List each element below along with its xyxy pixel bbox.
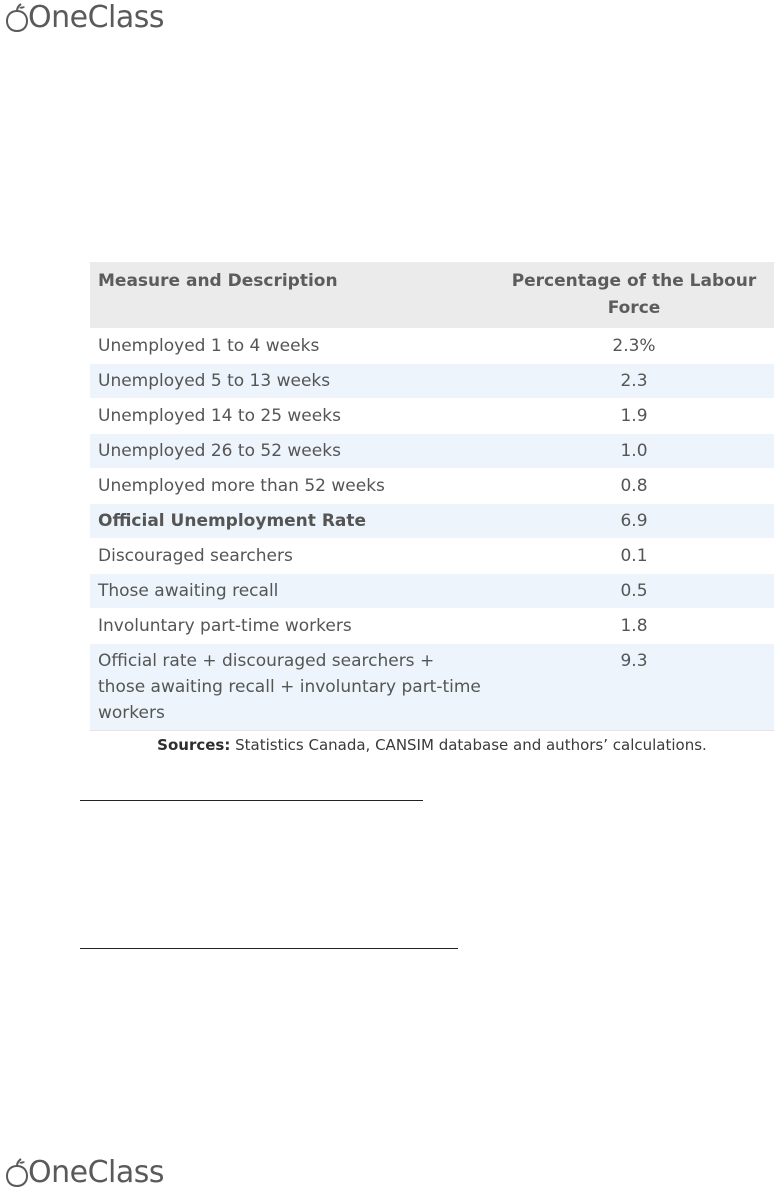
table-header-row (90, 262, 774, 329)
sources-label: Sources: (157, 736, 231, 754)
row-value: 1.8 (494, 609, 774, 644)
row-label: Unemployed more than 52 weeks (90, 469, 494, 504)
answer-line (80, 800, 423, 801)
row-value: 1.9 (494, 399, 774, 434)
row-label: Unemployed 5 to 13 weeks (90, 364, 494, 399)
row-value: 0.8 (494, 469, 774, 504)
table-row (90, 399, 774, 434)
labour-force-table (90, 262, 774, 731)
table-row (90, 574, 774, 609)
row-value: 2.3 (494, 364, 774, 399)
table-row (90, 434, 774, 469)
sources-note (90, 736, 774, 754)
oneclass-logo-header (4, 0, 165, 35)
oneclass-logo-footer (4, 1155, 165, 1190)
row-label: Involuntary part-time workers (90, 609, 494, 644)
answer-line (80, 948, 458, 949)
row-label: Official rate + discouraged searchers + those awaiting recall + involuntary part-time workers (90, 644, 494, 731)
row-value: 0.1 (494, 539, 774, 574)
row-label: Those awaiting recall (90, 574, 494, 609)
oneclass-acorn-icon (4, 1158, 30, 1188)
logo-text: OneClass (28, 1155, 165, 1190)
sources-text: Statistics Canada, CANSIM database and authors’ calculations. (230, 736, 707, 754)
labour-force-table-container (90, 262, 774, 731)
row-value: 0.5 (494, 574, 774, 609)
table-row (90, 539, 774, 574)
row-label: Discouraged searchers (90, 539, 494, 574)
header-percentage: Percentage of the Labour Force (494, 262, 774, 329)
table-row (90, 329, 774, 364)
table-row (90, 469, 774, 504)
row-label: Unemployed 26 to 52 weeks (90, 434, 494, 469)
row-value: 6.9 (494, 504, 774, 539)
row-label: Unemployed 1 to 4 weeks (90, 329, 494, 364)
row-label: Unemployed 14 to 25 weeks (90, 399, 494, 434)
table-row (90, 644, 774, 731)
oneclass-acorn-icon (4, 3, 30, 33)
row-label: Official Unemployment Rate (90, 504, 494, 539)
table-row-official-rate (90, 504, 774, 539)
row-value: 2.3% (494, 329, 774, 364)
header-measure: Measure and Description (90, 262, 494, 329)
table-row (90, 364, 774, 399)
logo-text: OneClass (28, 0, 165, 35)
row-value: 9.3 (494, 644, 774, 731)
table-row (90, 609, 774, 644)
row-value: 1.0 (494, 434, 774, 469)
